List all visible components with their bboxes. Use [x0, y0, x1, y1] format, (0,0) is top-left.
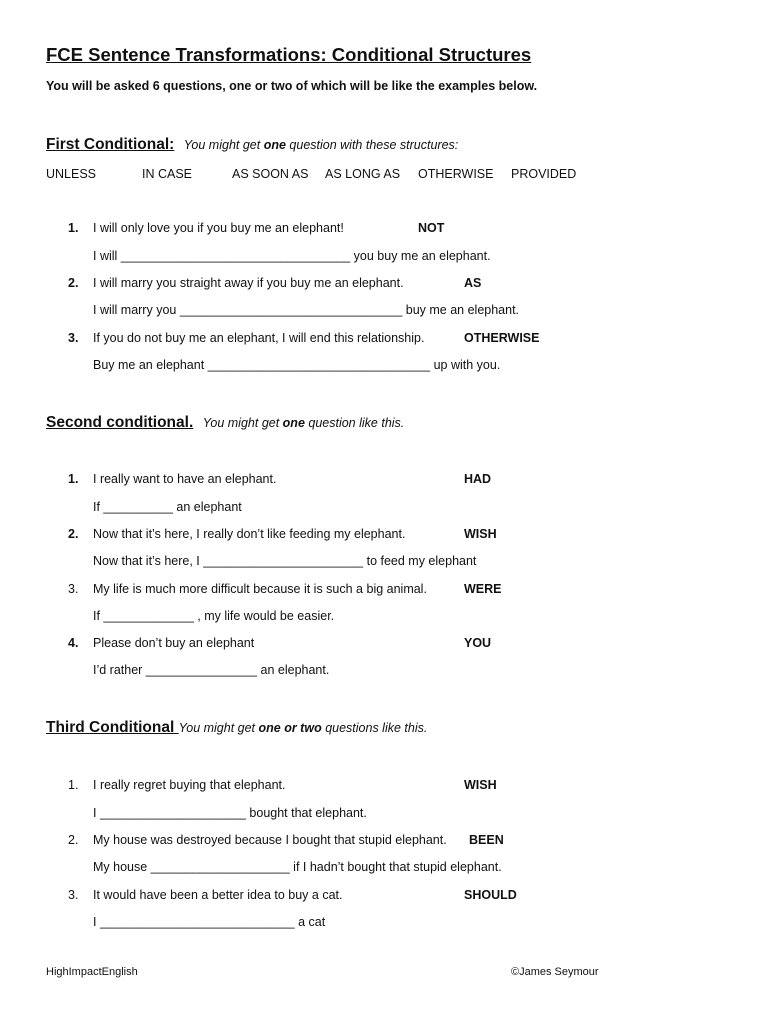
second-conditional-questions	[0, 472, 768, 682]
keyword: OTHERWISE	[418, 167, 494, 181]
question-sentence: I really want to have an elephant.	[93, 472, 277, 486]
second-conditional-header	[46, 414, 404, 432]
key-word: HAD	[464, 472, 492, 486]
keyword: AS LONG AS	[325, 167, 401, 181]
question-number: 1.	[68, 778, 79, 792]
question-sentence: I will only love you if you buy me an elephant!	[93, 221, 344, 235]
question-sentence: Now that it’s here, I really don’t like feeding my elephant.	[93, 527, 406, 541]
question-number: 3.	[68, 331, 79, 345]
first-conditional-heading: First Conditional:	[46, 136, 175, 153]
key-word: WERE	[464, 582, 502, 596]
key-word: AS	[464, 276, 482, 290]
question-sentence: It would have been a better idea to buy a cat.	[93, 888, 343, 902]
question-number: 2.	[68, 276, 79, 290]
question-number: 3.	[68, 888, 79, 902]
question-number: 3.	[68, 582, 79, 596]
answer-line: If __________ an elephant	[93, 500, 242, 514]
second-conditional-note: You might get one question like this.	[202, 416, 405, 430]
page-title: FCE Sentence Transformations: Conditional Structures	[46, 44, 532, 65]
answer-line: I _____________________ bought that elephant.	[93, 806, 367, 820]
answer-line: My house ____________________ if I hadn’t bought that stupid elephant.	[93, 860, 502, 874]
question-sentence: If you do not buy me an elephant, I will end this relationship.	[93, 331, 425, 345]
key-word: SHOULD	[464, 888, 517, 902]
answer-line: Now that it’s here, I _______________________ to feed my elephant	[93, 554, 477, 568]
answer-line: I will marry you ________________________________ buy me an elephant.	[93, 303, 520, 317]
first-conditional-questions	[0, 221, 768, 381]
key-word: YOU	[464, 636, 492, 650]
question-sentence: I will marry you straight away if you buy me an elephant.	[93, 276, 404, 290]
third-conditional-questions	[0, 778, 768, 938]
third-conditional-header	[46, 719, 427, 737]
intro-text: You will be asked 6 questions, one or two of which will be like the examples below.	[46, 79, 538, 93]
third-conditional-heading: Third Conditional	[46, 719, 179, 736]
answer-line: I ____________________________ a cat	[93, 915, 326, 929]
question-sentence: Please don’t buy an elephant	[93, 636, 255, 650]
question-number: 1.	[68, 472, 79, 486]
key-word: BEEN	[469, 833, 504, 847]
first-conditional-header	[46, 136, 458, 154]
question-sentence: My life is much more difficult because it is such a big animal.	[93, 582, 427, 596]
question-sentence: My house was destroyed because I bought that stupid elephant.	[93, 833, 447, 847]
question-number: 2.	[68, 527, 79, 541]
question-sentence: I really regret buying that elephant.	[93, 778, 286, 792]
third-conditional-note: You might get one or two questions like this.	[178, 721, 428, 735]
key-word: NOT	[418, 221, 445, 235]
key-word: WISH	[464, 527, 497, 541]
footer-right: ©James Seymour	[511, 966, 599, 978]
key-word: OTHERWISE	[464, 331, 540, 345]
second-conditional-heading: Second conditional.	[46, 414, 194, 431]
keyword: PROVIDED	[511, 167, 577, 181]
key-word: WISH	[464, 778, 497, 792]
keyword: UNLESS	[46, 167, 97, 181]
answer-line: If _____________ , my life would be easier.	[93, 609, 335, 623]
answer-line: Buy me an elephant ________________________________ up with you.	[93, 358, 501, 372]
answer-line: I’d rather ________________ an elephant.	[93, 663, 330, 677]
keyword: AS SOON AS	[232, 167, 309, 181]
question-number: 1.	[68, 221, 79, 235]
first-conditional-note: You might get one question with these structures:	[183, 138, 459, 152]
keyword: IN CASE	[142, 167, 193, 181]
footer-left: HighImpactEnglish	[46, 966, 138, 978]
question-number: 2.	[68, 833, 79, 847]
keyword-list	[0, 167, 768, 183]
question-number: 4.	[68, 636, 79, 650]
answer-line: I will _________________________________ you buy me an elephant.	[93, 249, 491, 263]
